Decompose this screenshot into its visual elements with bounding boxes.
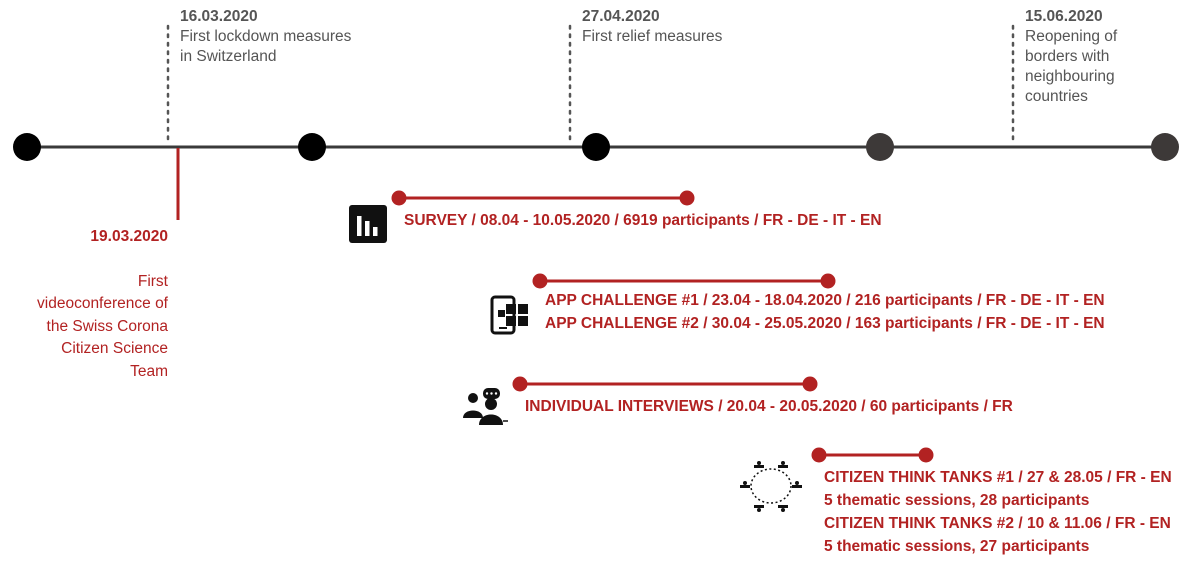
app-challenge-duration-bar [533,274,836,289]
interviews-duration-bar [513,377,818,392]
milestone-description: First videoconference of the Swiss Corona Citizen Science Team [37,272,168,380]
event-date: 27.04.2020 [582,8,660,25]
activity-line: CITIZEN THINK TANKS #2 / 10 & 11.06 / FR - EN [824,515,1171,532]
event-label-3 [1025,7,1117,107]
event-date: 15.06.2020 [1025,8,1103,25]
activity-line: APP CHALLENGE #2 / 30.04 - 25.05.2020 / 163 participants / FR - DE - IT - EN [545,315,1105,332]
event-description: First lockdown measures in Switzerland [180,28,352,65]
event-description: First relief measures [582,28,723,45]
event-label-2 [582,7,722,47]
activity-line: 5 thematic sessions, 28 participants [824,492,1090,509]
timeline-dot-5 [1151,133,1179,161]
activity-app-challenge [545,289,1105,335]
activity-line: INDIVIDUAL INTERVIEWS / 20.04 - 20.05.2020 / 60 participants / FR [525,398,1013,415]
event-label-1 [180,7,351,67]
think-tanks-duration-bar [812,448,934,463]
activity-line: 5 thematic sessions, 27 participants [824,538,1090,555]
timeline-dot-1 [13,133,41,161]
mobile-app-icon [492,297,528,333]
bar-chart-icon [349,205,387,243]
timeline-dot-4 [866,133,894,161]
activity-line: APP CHALLENGE #1 / 23.04 - 18.04.2020 / 216 participants / FR - DE - IT - EN [545,292,1105,309]
milestone-note [8,203,168,383]
activity-line: CITIZEN THINK TANKS #1 / 27 & 28.05 / FR - EN [824,469,1172,486]
timeline-dot-3 [582,133,610,161]
milestone-date: 19.03.2020 [90,227,168,245]
event-description: Reopening of borders with neighbouring countries [1025,28,1118,105]
activity-line: SURVEY / 08.04 - 10.05.2020 / 6919 participants / FR - DE - IT - EN [404,212,882,229]
timeline-dot-2 [298,133,326,161]
activity-think-tanks [824,466,1172,558]
survey-duration-bar [392,191,695,206]
activity-interviews [525,395,1013,418]
round-table-icon [740,461,802,512]
event-date: 16.03.2020 [180,8,258,25]
activity-survey [404,209,882,232]
interview-icon [463,388,508,425]
